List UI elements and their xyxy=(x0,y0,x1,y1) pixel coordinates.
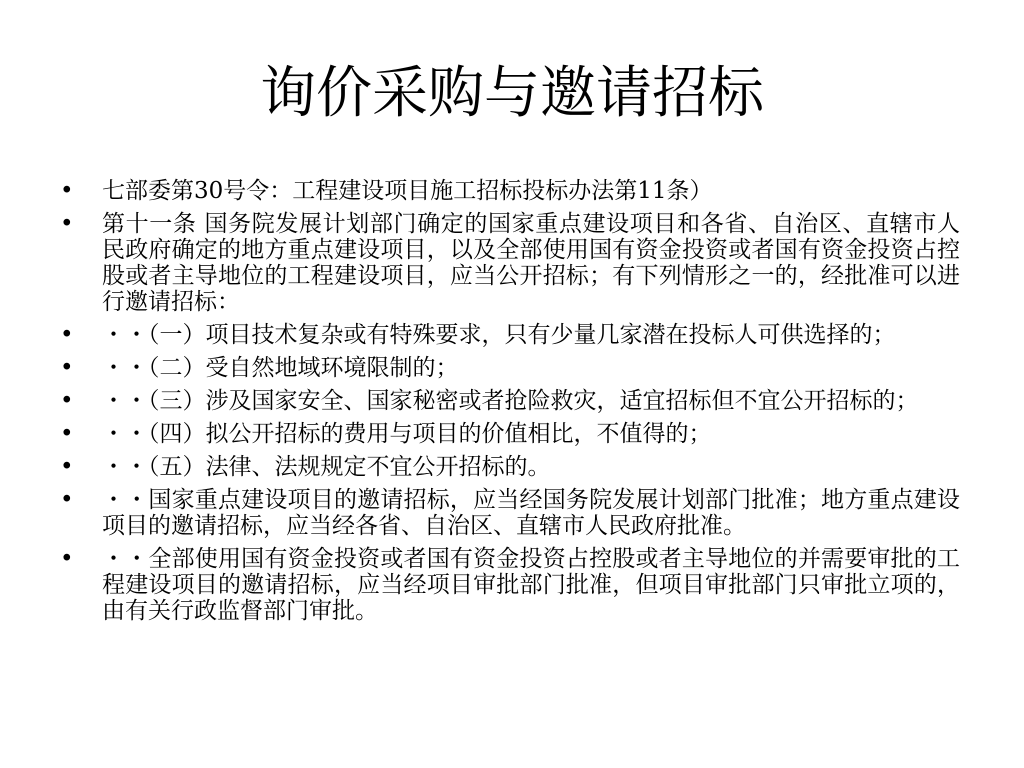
list-item xyxy=(60,421,960,447)
list-item-text: ・・（五）法律、法规规定不宜公开招标的。 xyxy=(102,454,551,480)
bullet-icon: • xyxy=(60,388,74,414)
bullet-icon: • xyxy=(60,211,74,237)
bullet-icon: • xyxy=(60,178,74,204)
bullet-icon: • xyxy=(60,546,74,572)
list-item-text: ・・（四）拟公开招标的费用与项目的价值相比，不值得的； xyxy=(102,421,712,447)
bullet-list xyxy=(60,178,960,631)
bullet-icon: • xyxy=(60,355,74,381)
slide-title: 询价采购与邀请招标 xyxy=(260,61,764,126)
list-item xyxy=(60,487,960,539)
list-item xyxy=(60,546,960,624)
bullet-icon: • xyxy=(60,454,74,480)
bullet-icon: • xyxy=(60,322,74,348)
bullet-icon: • xyxy=(60,421,74,447)
list-item-text: ・・国家重点建设项目的邀请招标，应当经国务院发展计划部门批准；地方重点建设项目的邀请招标，应当经各省、自治区、直辖市人民政府批准。 xyxy=(102,487,960,539)
list-item xyxy=(60,388,960,414)
list-item-text: ・・（三）涉及国家安全、国家秘密或者抢险救灾，适宜招标但不宜公开招标的； xyxy=(102,388,919,414)
list-item xyxy=(60,322,960,348)
list-item xyxy=(60,211,960,315)
list-item-text: ・・（一）项目技术复杂或有特殊要求，只有少量几家潜在投标人可供选择的； xyxy=(102,322,896,348)
list-item-text: ・・（二）受自然地域环境限制的； xyxy=(102,355,459,381)
list-item-text: 第十一条 国务院发展计划部门确定的国家重点建设项目和各省、自治区、直辖市人民政府确定的地方重点建设项目，以及全部使用国有资金投资或者国有资金投资占控股或者主导地位的工程建设项目，应当公开招标；有下列情形之一的，经批准可以进行邀请招标： xyxy=(102,211,960,315)
list-item xyxy=(60,454,960,480)
list-item xyxy=(60,355,960,381)
list-item xyxy=(60,178,960,204)
list-item-text: ・・全部使用国有资金投资或者国有资金投资占控股或者主导地位的并需要审批的工程建设项目的邀请招标，应当经项目审批部门批准，但项目审批部门只审批立项的，由有关行政监督部门审批。 xyxy=(102,546,960,624)
bullet-icon: • xyxy=(60,487,74,513)
list-item-text: 七部委第30号令：工程建设项目施工招标投标办法第11条） xyxy=(102,178,713,204)
